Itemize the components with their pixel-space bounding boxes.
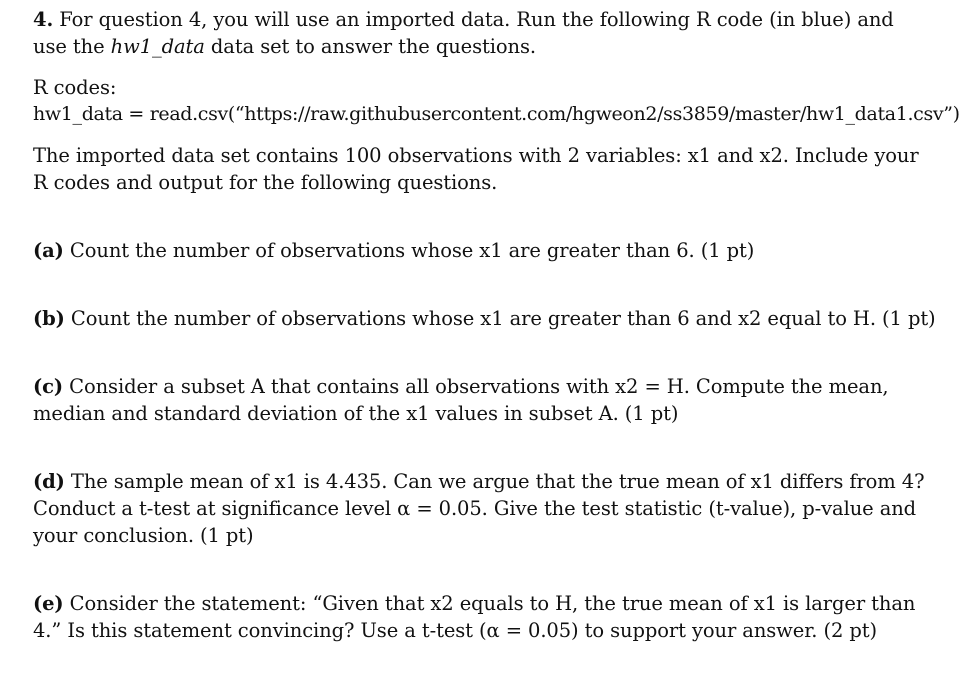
part-d-line-3: your conclusion. (1 pt) [33,524,254,547]
part-e-line-2: 4.” Is this statement convincing? Use a t-test (α = 0.05) to support your answer. (2 pt) [33,619,878,642]
part-d-line-2: Conduct a t-test at significance level α = 0.05. Give the test statistic (t-value), p-value and [33,497,917,520]
rcode-line: hw1_data = read.csv(“https://raw.githubusercontent.com/hgweon2/ss3859/master/hw1_data1.csv”) [33,103,960,125]
intro-text-before: use the [33,35,111,58]
part-a [33,237,973,264]
part-e-line-1 [33,590,973,617]
part-e-label: (e) [33,592,64,615]
part-a-text: Count the number of observations whose x1 are greater than 6. (1 pt) [69,239,755,262]
question-intro-line-1 [33,6,973,33]
question-intro-text: For question 4, you will use an imported data. Run the following R code (in blue) and [59,8,894,31]
description-line-2: R codes and output for the following questions. [33,171,498,194]
part-d-text-1: The sample mean of x1 is 4.435. Can we argue that the true mean of x1 differs from 4? [70,470,925,493]
part-b [33,305,973,332]
question-number: 4. [33,8,54,31]
rcode-heading: R codes: [33,76,117,99]
question-intro-line-2 [33,33,973,60]
description-line-1: The imported data set contains 100 observations with 2 variables: x1 and x2. Include your [33,144,919,167]
intro-text-after: data set to answer the questions. [204,35,536,58]
part-b-label: (b) [33,307,65,330]
part-d-line-1 [33,468,973,495]
part-c-label: (c) [33,375,64,398]
part-a-label: (a) [33,239,64,262]
question-document [33,6,973,644]
part-c-line-2: median and standard deviation of the x1 values in subset A. (1 pt) [33,402,679,425]
part-e-text-1: Consider the statement: “Given that x2 equals to H, the true mean of x1 is larger than [69,592,916,615]
part-d-label: (d) [33,470,65,493]
part-c-line-1 [33,373,973,400]
part-b-text: Count the number of observations whose x1 are greater than 6 and x2 equal to H. (1 pt) [70,307,936,330]
dataset-name: hw1_data [110,35,205,58]
part-c-text-1: Consider a subset A that contains all observations with x2 = H. Compute the mean, [69,375,889,398]
